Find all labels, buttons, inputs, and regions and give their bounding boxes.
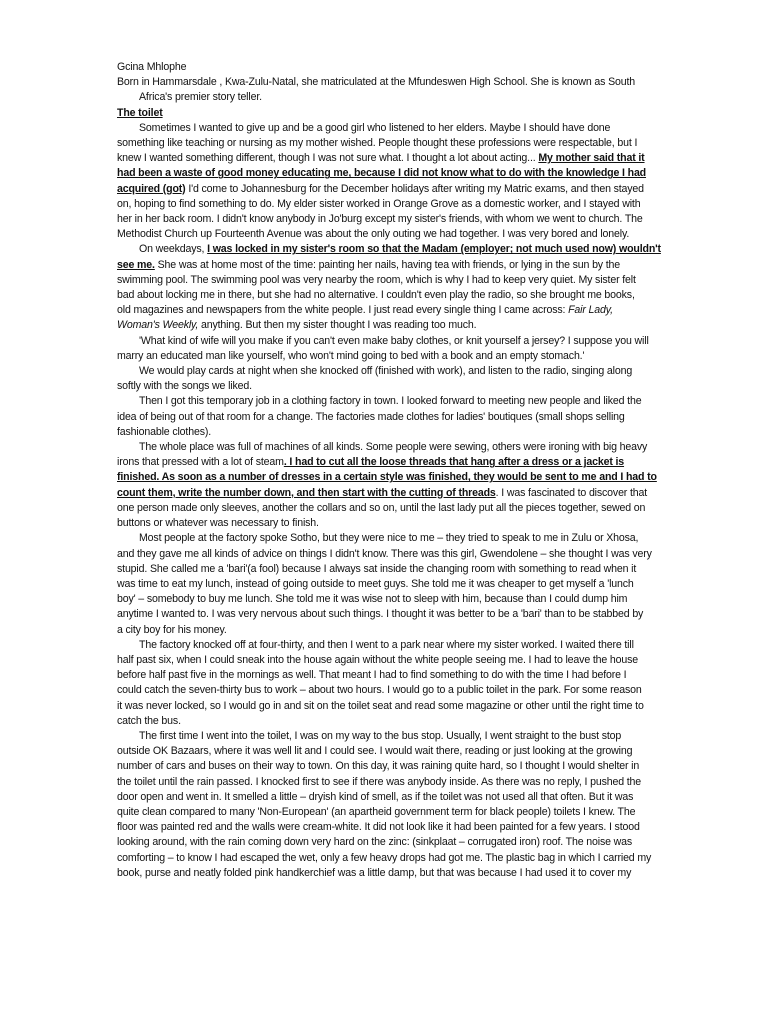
text-line: fashionable clothes). — [117, 425, 212, 438]
magazine-title: Fair Lady, — [568, 304, 613, 317]
text-line: Then I got this temporary job in a clothing factory in town. I looked forward to meeting new people and liked the — [139, 395, 642, 408]
author-bio-line: Born in Hammarsdale , Kwa-Zulu-Natal, she matriculated at the Mfundeswen High School. She is known as South — [117, 76, 636, 89]
text-line: The first time I went into the toilet, I was on my way to the bus stop. Usually, I went straight to the bust stop — [139, 729, 622, 742]
text-line: and they gave me all kinds of advice on things I didn't know. There was this girl, Gwendolene – she thought I was very — [117, 547, 652, 560]
text-line: quite clean compared to many 'Non-European' (an apartheid government term for black people) toilets I knew. The — [117, 805, 636, 818]
text-line: it was never locked, so I would go in and sit on the toilet seat and read some magazine or other until the right time to — [117, 699, 644, 712]
text-line: 'What kind of wife will you make if you can't even make baby clothes, or knit yourself a jersey? I suppose you will — [139, 334, 649, 347]
text-line: idea of being out of that room for a change. The factories made clothes for ladies' boutiques (small shops selling — [117, 410, 625, 423]
text-line: see me. She was at home most of the time: painting her nails, having tea with friends, or lying in the sun by the — [117, 258, 621, 271]
text-line: We would play cards at night when she knocked off (finished with work), and listen to the radio, singing along — [139, 365, 633, 378]
text-line: The whole place was full of machines of all kinds. Some people were sewing, others were ironing with big heavy — [139, 441, 648, 454]
author-name: Gcina Mhlophe — [117, 61, 187, 73]
text-line: number of cars and buses on their way to town. On this day, it was raining quite hard, so I thought I would shelter in — [117, 760, 640, 773]
emphasized-text: see me. — [117, 258, 155, 271]
text-line: marry an educated man like yourself, who won't mind going to bed with a book and an empty stomach.' — [117, 349, 585, 362]
text-line: half past six, when I could sneak into the house again without the white people seeing me. I had to leave the house — [117, 653, 639, 666]
text-line: outside OK Bazaars, where it was well lit and I could see. I would wait there, reading or just looking at the growing — [117, 745, 633, 758]
magazine-title: Woman's Weekly, — [117, 319, 199, 332]
document-page — [117, 60, 677, 881]
emphasized-text: I was locked in my sister's room so that the Madam (employer; not much used now) wouldn't — [207, 243, 661, 256]
text-line: catch the bus. — [117, 714, 181, 727]
text-line: On weekdays, I was locked in my sister's room so that the Madam (employer; not much used now) wouldn't — [139, 243, 661, 256]
emphasized-text: finished. As soon as a number of dresses in a certain style was finished, they would be sent to me and I had to — [117, 471, 657, 484]
text-line: her in her back room. I didn't know anybody in Jo'burg except my sister's friends, with whom we went to church. The — [117, 213, 643, 226]
text-line: on, hoping to find something to do. My elder sister worked in Orange Grove as a domestic worker, and I stayed with — [117, 197, 641, 210]
text-line: Methodist Church up Fourteenth Avenue was about the only outing we had together. I was very bored and lonely. — [117, 228, 630, 241]
text-line: one person made only sleeves, another the collars and so on, until the last lady put all the pieces together, sewed on — [117, 501, 646, 514]
text-line: Most people at the factory spoke Sotho, but they were nice to me – they tried to speak to me in Zulu or Xhosa, — [139, 532, 639, 545]
text-line: floor was painted red and the walls were cream-white. It did not look like it had been painted for a few years. I stood — [117, 821, 640, 834]
text-line: irons that pressed with a lot of steam. I had to cut all the loose threads that hang after a dress or a jacket is — [117, 456, 625, 469]
text-line: anytime I wanted to. I was very nervous about such things. I thought it was better to be a 'bari' than to be stabbed by — [117, 608, 644, 621]
story-title: The toilet — [117, 106, 163, 119]
text-line: stupid. She called me a 'bari'(a fool) because I always sat inside the changing room with something to read when it — [117, 562, 637, 575]
text-line: something like teaching or nursing as my mother wished. People thought these professions were respectable, but I — [117, 137, 638, 150]
emphasized-text: . I had to cut all the loose threads that hang after a dress or a jacket is — [283, 456, 625, 469]
text-line: door open and went in. It smelled a little – dryish kind of smell, as if the toilet was not used all that often. But it was — [117, 790, 634, 803]
text-line: boy' – somebody to buy me lunch. She told me it was wise not to sleep with him, because than I could dump him — [117, 593, 628, 606]
text-line: could catch the seven-thirty bus to work – about two hours. I would go to a public toilet in the park. For some reason — [117, 684, 642, 697]
emphasized-text: had been a waste of good money educating me, because I did not know what to do with the knowledge I had — [117, 167, 647, 180]
text-line: knew I wanted something different, though I was not sure what. I thought a lot about acting... My mother said that it — [117, 152, 645, 165]
text-line: looking around, with the rain coming down very hard on the zinc: (sinkplaat – corrugated iron) roof. The noise was — [117, 836, 633, 849]
text-line: softly with the songs we liked. — [117, 380, 252, 393]
text-line: bad about locking me in there, but she had no alternative. I couldn't even play the radio, so she brought me books, — [117, 289, 635, 302]
text-line: comforting – to know I had escaped the wet, only a few heavy drops had got me. The plastic bag in which I carried my — [117, 851, 652, 864]
text-line: old magazines and newspapers from the white people. I just read every single thing I came across: Fair Lady, — [117, 304, 613, 317]
text-line: count them, write the number down, and then start with the cutting of threads. I was fascinated to discover that — [117, 486, 648, 499]
text-line: the toilet until the rain passed. I knocked first to see if there was anybody inside. As there was no reply, I pushed the — [117, 775, 642, 788]
text-line: a city boy for his money. — [117, 623, 227, 636]
text-line: buttons or whatever was necessary to finish. — [117, 517, 319, 530]
emphasized-text: acquired (got) — [117, 182, 186, 195]
text-line: acquired (got) I'd come to Johannesburg for the December holidays after writing my Matric exams, and then stayed — [117, 182, 644, 195]
emphasized-text: My mother said that it — [538, 152, 645, 165]
text-line: was time to eat my lunch, instead of going outside to meet guys. She told me it was cheaper to get myself a 'lunch — [117, 577, 634, 590]
text-line: before half past five in the mornings as well. That meant I had to find something to do with the time I had before I — [117, 669, 627, 682]
text-line: Woman's Weekly, anything. But then my sister thought I was reading too much. — [117, 319, 477, 332]
text-line: swimming pool. The swimming pool was very nearby the room, which is why I had to keep very quiet. My sister felt — [117, 273, 636, 286]
emphasized-text: count them, write the number down, and then start with the cutting of threads — [117, 486, 496, 499]
author-bio-line: Africa's premier story teller. — [139, 91, 262, 104]
text-line: book, purse and neatly folded pink handkerchief was a little damp, but that was because I had used it to cover my — [117, 866, 632, 879]
text-line: Sometimes I wanted to give up and be a good girl who listened to her elders. Maybe I should have done — [139, 121, 611, 134]
text-line: The factory knocked off at four-thirty, and then I went to a park near where my sister worked. I waited there till — [139, 638, 634, 651]
